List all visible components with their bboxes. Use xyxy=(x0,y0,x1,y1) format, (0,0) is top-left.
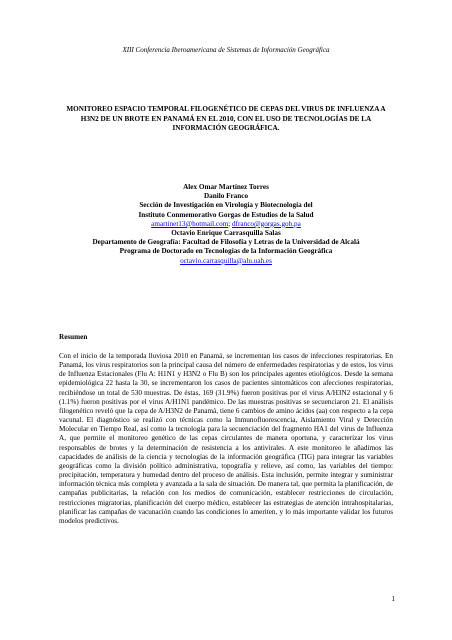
affiliation: Sección de Investigación en Virología y Biotecnología del xyxy=(139,201,313,210)
author-name: Alex Omar Martínez Torres xyxy=(183,183,269,191)
email-link[interactable]: octavio.carrasquilla@alu.uah.es xyxy=(180,256,272,265)
email-line xyxy=(40,257,412,266)
email-link[interactable]: amartinet13@hotmail.com xyxy=(151,219,229,228)
email-separator: ; xyxy=(228,219,233,228)
abstract-body: Con el inicio de la temporada lluviosa 2010 en Panamá, se incrementan los casos de infecciones respiratorias. En Panamá, los virus respiratorios son la principal causa del número de enfermedades respiratorias y de estos, los virus de Influenza Estacionales (Flu A: H1N1 y H3N2 o Flu B) son los principales agentes etiológicos. Desde la semana epidemiológica 22 hasta la 30, se incrementaron los casos de pacientes sintomáticos con afecciones respiratorias, recibiéndose un total de 530 muestras. De éstas, 169 (31.9%) fueron positivas por el virus A/H3N2 estacional y 6 (1.1%) fueron positivas por el virus A/H1N1 pandémico. De las muestras positivas se secuenciaron 21. El análisis filogenético reveló que la cepa de A/H3N2 de Panamá, tiene 6 cambios de amino ácidos (aa) con respecto a la cepa vacunal. El diagnóstico se realizó con técnicas como la Inmunofluorescencia, Aislamiento Viral y Detección Molecular en Tiempo Real, así como la tecnología para la secuenciación del fragmento HA1 del virus de Influenza A, que permite el monitoreo genético de las cepas circulantes de manera oportuna, y caracterizar los virus responsables de brotes y la determinación de resistencia a los antivirales. A este monitoreo le añadimos las capacidades de análisis de la ciencia y tecnologías de la información geográfica (TIG) para integrar las variables geográficas como la división político administrativa, topografía y relieve, así como, las variables del tiempo: precipitación, temperatura y humedad dentro del proceso de análisis. Esta inclusión, permite integrar y suministrar información técnica más completa y avanzada a la sala de situación. De manera tal, que permita la planificación, de campañas publicitarias, la relación con los medios de comunicación, establecer restricciones de circulación, restricciones migratorias, planificación del cuerpo médico, establecer las estrategias de atención intrahospitalarias, planificar las campañas de vacunación cuando las condiciones lo ameriten, y lo más importante validar los futuros modelos predictivos. xyxy=(59,352,393,525)
affiliation: Departamento de Geografía: Facultad de Filosofía y Letras de la Universidad de Alcalá xyxy=(92,238,360,247)
affiliation: Instituto Conmemorativo Gorgas de Estudios de la Salud xyxy=(138,210,314,219)
conference-header: XIII Conferencia Iberoamericana de Sistemas de Información Geográfica xyxy=(122,46,330,54)
affiliation: Programa de Doctorado en Tecnologías de la Información Geográfica xyxy=(119,247,333,256)
email-link[interactable]: dfranco@gorgas.gob.pa xyxy=(232,219,301,228)
author-block xyxy=(40,183,412,266)
email-line xyxy=(40,220,412,229)
page-number: 1 xyxy=(391,595,395,603)
author-name: Octavio Enrique Carrasquilla Salas xyxy=(171,229,281,238)
abstract-heading: Resumen xyxy=(59,333,88,341)
paper-title: MONITOREO ESPACIO TEMPORAL FILOGENÉTICO DE CEPAS DEL VIRUS DE INFLUENZA A H3N2 DE UN BROTE EN PANAMÁ EN EL 2010, CON EL USO DE TECNOLOGÍAS DE LA INFORMACIÓN GEOGRÁFICA. xyxy=(66,105,386,132)
author-name: Danilo Franco xyxy=(203,192,249,201)
